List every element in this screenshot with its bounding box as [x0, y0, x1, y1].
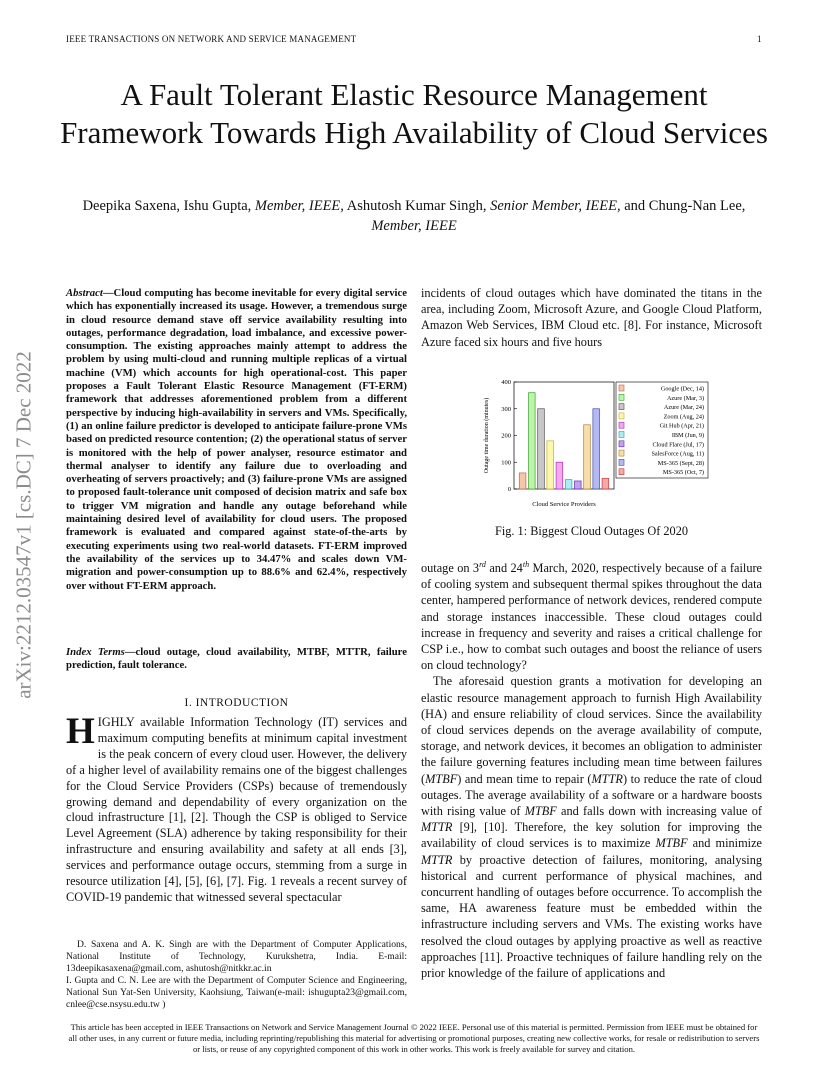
drop-cap: H — [66, 711, 95, 752]
legend-swatch — [619, 469, 624, 475]
text-run: by proactive detection of failures, monitoring, analysing historical and current performance of physical machines, and concurrent handling of outages before occurrence. To accomplish the same, HA awareness feature must be embedded within the infrastructure including servers and VMs. The existing works have resolved the cloud outages by applying proactive as well as reactive approaches [11]. Proactive techniques of failure handling rely on the prior knowledge of the failure of applications and — [421, 852, 762, 981]
bar — [565, 480, 572, 489]
y-tick-label: 300 — [501, 405, 511, 413]
superscript: th — [522, 559, 530, 569]
math-mtbf: MTBF — [425, 771, 458, 786]
introduction-text — [66, 711, 407, 906]
legend-label: MS-365 (Oct, 7) — [662, 469, 704, 477]
authors-text-1: Deepika Saxena, Ishu Gupta, — [82, 198, 255, 214]
text-run: ) to reduce the rate of cloud outages. The average availability of a software or a hardware boosts with rising value of — [421, 771, 762, 819]
legend-label: IBM (Jun, 9) — [671, 432, 704, 439]
legend-label: MS-365 (Sept, 28) — [657, 459, 704, 467]
legend-label: Cloud Flare (Jul, 17) — [652, 441, 704, 449]
figure-caption: Fig. 1: Biggest Cloud Outages Of 2020 — [495, 524, 688, 538]
bar — [584, 425, 591, 489]
bar — [602, 478, 609, 489]
paper-title: A Fault Tolerant Elastic Resource Management Framework Towards High Availability of Cloud Services — [60, 77, 768, 150]
author-footnote — [66, 939, 407, 1011]
index-terms-body: —cloud outage, cloud availability, MTBF, MTTR, failure prediction, fault tolerance. — [66, 646, 407, 672]
math-mttr: MTTR — [591, 771, 623, 786]
text-run: outage on 3 — [421, 561, 480, 575]
author-list — [80, 196, 748, 236]
paragraph-motivation — [421, 673, 762, 981]
bar — [593, 409, 600, 489]
legend-swatch — [619, 385, 624, 391]
math-mttr: MTTR — [421, 852, 453, 867]
text-run: March, 2020, respectively because of a failure of cooling system and subsequent thermal spikes throughout the data center, hampered performance of network devices, rendered compute and storage instances inaccessible. These cloud outages could increase in frequency and severity and raises a critical challenge for CSP i.e., how to combat such outages and boost the reliance of users on cloud technology? — [421, 561, 763, 673]
y-tick-label: 400 — [501, 379, 511, 387]
arxiv-stamp-text: arXiv:2212.03547v1 [cs.DC] 7 Dec 2022 — [11, 351, 36, 699]
chart-plot-area — [483, 379, 708, 508]
authors-text-2: Ashutosh Kumar Singh, — [343, 198, 491, 214]
author-role-3: Member, IEEE — [371, 218, 457, 234]
bar — [574, 481, 581, 489]
index-terms-lead: Index Terms — [66, 646, 125, 658]
arxiv-stamp — [4, 290, 44, 760]
section-heading: I. INTRODUCTION — [184, 697, 289, 709]
running-head: IEEE TRANSACTIONS ON NETWORK AND SERVICE MANAGEMENT — [66, 34, 357, 44]
first-word-smallcaps: IGHLY — [97, 715, 135, 729]
text-run: ) and mean time to repair ( — [457, 771, 592, 786]
outage-bar-chart — [478, 374, 710, 514]
bar — [547, 441, 554, 489]
y-tick-label: 100 — [501, 459, 511, 467]
legend-swatch — [619, 394, 624, 400]
bar — [556, 462, 563, 489]
author-role-1: Member, IEEE, — [254, 198, 344, 214]
x-axis-label: Cloud Service Providers — [532, 501, 596, 508]
bar — [538, 409, 545, 489]
legend-swatch — [619, 441, 624, 447]
bar — [528, 393, 535, 489]
text-run: and minimize — [687, 836, 762, 851]
math-mtbf: MTBF — [524, 804, 557, 819]
footnote-affiliation-2: I. Gupta and C. N. Lee are with the Department of Computer Science and Engineering, National Sun Yat-Sen University, Kaohsiung, Taiwan(e-mail: ishugupta23@gmail.com, cnlee@cse.nsysu.edu.tw ) — [66, 975, 407, 1010]
legend-swatch — [619, 404, 624, 410]
legend-label: Azure (Mar, 24) — [663, 404, 704, 412]
abstract-lead: Abstract — [66, 287, 103, 299]
text-run: and 24 — [485, 561, 523, 575]
text-run: and falls down with increasing value of — [556, 804, 762, 819]
superscript: rd — [479, 559, 486, 569]
legend-swatch — [619, 413, 624, 419]
y-axis-label: Outage time duration (minutes) — [484, 397, 490, 474]
legend-label: Git Hub (Apr, 21) — [659, 422, 704, 430]
author-role-2: Senior Member, IEEE, — [490, 198, 621, 214]
introduction-body: available Information Technology (IT) services and maximum computing benefits at minimum capital investment is the peak concern of every cloud user. However, the delivery of a higher level of availability remains one of the biggest challenges for the Cloud Service Providers (CSPs) because of tremendously growing demand and dependability of every organization on the cloud infrastructure [1], [2]. Though the CSP is obliged to Service Level Agreement (SLA) adherence by taking responsibility for their infrastructure and ensuring availability and safety at all ends [3], services and performance outage occurs, stemming from a surge in resource utilization [4], [5], [6], [7]. Fig. 1 reveals a recent survey of COVID-19 pandemic that witnessed several spectacular — [66, 715, 407, 904]
legend-label: Azure (Mar, 3) — [666, 394, 704, 402]
y-tick-label: 0 — [507, 486, 511, 494]
copyright-notice: This article has been accepted in IEEE Transactions on Network and Service Management Journal © 2022 IEEE. Personal use of this material is permitted. Permission from IEEE must be obtained for all other uses, in any current or future media, including reprinting/republishing this material for advertising or promotional purposes, creating new collective works, for resale or redistribution to servers or lists, or reuse of any copyrighted component of this work in other works. This work is freely available for survey and citation. — [68, 1022, 760, 1054]
y-tick-label: 200 — [501, 432, 511, 440]
text-run: [9], [10]. Therefore, the key solution for improving the availability of cloud services is to maximize — [421, 820, 762, 851]
paragraph-outage — [421, 560, 762, 673]
legend-label: Google (Dec, 14) — [660, 385, 704, 393]
bar — [519, 473, 526, 489]
authors-text-3: and Chung-Nan Lee, — [620, 198, 746, 214]
page-number: 1 — [757, 34, 762, 44]
index-terms — [66, 646, 407, 673]
footnote-affiliation-1: D. Saxena and A. K. Singh are with the Department of Computer Applications, National Institute of Technology, Kurukshetra, India. E-mail: 13deepikasaxena@gmail.com, ashutosh@nitkkr.ac.in — [66, 939, 407, 974]
legend-label: Zoom (Aug, 24) — [663, 413, 704, 421]
legend-swatch — [619, 450, 624, 456]
legend-swatch — [619, 459, 624, 465]
abstract-body: —Cloud computing has become inevitable for every digital service which has exponentially increased its usage. However, a tremendous surge in cloud resource demand stave off service availability resulting into outages, performance degradation, load imbalance, and excessive power-consumption. The existing approaches mainly attempt to address the problem by using multi-cloud and running multiple replicas of a virtual machine (VM) which accounts for high operational-cost. This paper proposes a Fault Tolerant Elastic Resource Management (FT-ERM) framework that addresses aforementioned problem from a different perspective by inducing high-availability in servers and VMs. Specifically, (1) an online failure predictor is developed to anticipate failure-prone VMs based on predicted resource contention; (2) the operational status of server is monitored with the help of power analyser, resource estimator and thermal analyser to identify any failure due to overloading and overheating of servers proactively; and (3) failure-prone VMs are assigned to proposed fault-tolerance unit composed of decision matrix and safe box to trigger VM migration and handle any outage beforehand while maintaining desired level of availability for cloud users. The proposed framework is evaluated and compared against state-of-the-arts by executing experiments using two real-world datasets. FT-ERM improved the availability of the services up to 34.47% and scales down VM-migration and power-consumption up to 88.6% and 62.4%, respectively over without FT-ERM approach. — [66, 287, 407, 592]
right-column-body — [421, 560, 762, 981]
abstract — [66, 287, 407, 593]
text-run: The aforesaid question grants a motivation for developing an elastic resource management approach to furnish High Availability (HA) and ensure reliability of cloud services. Since the availability of cloud services depends on the average availability of compute, storage, and network devices, it becomes an obligation to administer the failure governing features including mean time between failures ( — [421, 674, 762, 786]
math-mtbf: MTBF — [655, 836, 688, 851]
math-mttr: MTTR — [421, 820, 453, 835]
right-column-top-text: incidents of cloud outages which have dominated the titans in the area, including Zoom, Microsoft Azure, and Google Cloud Platform, Amazon Web Services, IBM Cloud etc. [8]. For instance, Microsoft Azure faced six hours and five hours — [421, 286, 762, 349]
legend-label: SalesForce (Aug, 11) — [651, 450, 704, 458]
legend-swatch — [619, 432, 624, 438]
legend-swatch — [619, 422, 624, 428]
